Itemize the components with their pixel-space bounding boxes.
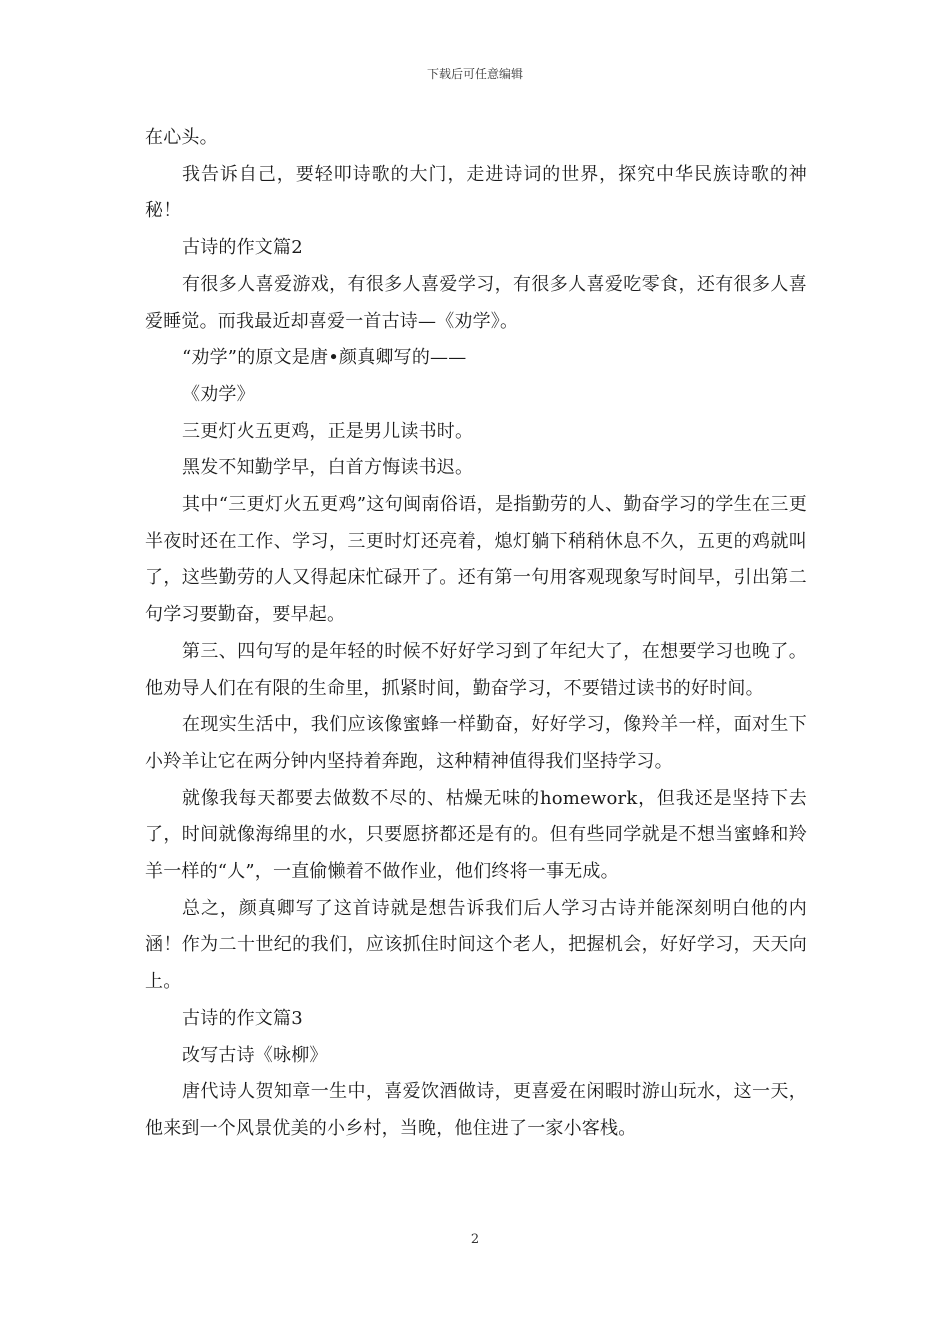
paragraph: 其中“三更灯火五更鸡”这句闽南俗语，是指勤劳的人、勤奋学习的学生在三更半夜时还在工作、学习，三更时灯还亮着，熄灯躺下稍稍休息不久，五更的鸡就叫了，这些勤劳的人又得起床忙碌开了。还有第一句用客观现象写时间早，引出第二句学习要勤奋，要早起。 [145,494,807,626]
section-heading: 古诗的作文篇2 [182,237,303,259]
poem-line: 三更灯火五更鸡，正是男儿读书时。 [182,420,474,442]
page-header: 下载后可任意编辑 [426,67,523,81]
subheading: 改写古诗《咏柳》 [182,1044,328,1066]
paragraph: 就像我每天都要去做数不尽的、枯燥无味的homework，但我还是坚持下去了，时间就像海绵里的水，只要愿挤都还是有的。但有些同学就是不想当蜜蜂和羚羊一样的“人”，一直偷懒着不做作业，他们终将一事无成。 [145,787,807,883]
paragraph: 第三、四句写的是年轻的时候不好好学习到了年纪大了，在想要学习也晚了。他劝导人们在有限的生命里，抓紧时间，勤奋学习，不要错过读书的好时间。 [145,640,807,699]
paragraph: 在现实生活中，我们应该像蜜蜂一样勤奋，好好学习，像羚羊一样，面对生下小羚羊让它在两分钟内坚持着奔跑，这种精神值得我们坚持学习。 [145,714,807,772]
section-heading: 古诗的作文篇3 [182,1007,303,1029]
paragraph: 有很多人喜爱游戏，有很多人喜爱学习，有很多人喜爱吃零食，还有很多人喜爱睡觉。而我最近却喜爱一首古诗—《劝学》。 [145,273,807,332]
paragraph: 在心头。 [145,127,218,148]
paragraph: 唐代诗人贺知章一生中，喜爱饮酒做诗，更喜爱在闲暇时游山玩水，这一天，他来到一个风景优美的小乡村，当晚，他住进了一家小客栈。 [145,1081,807,1139]
paragraph: 我告诉自己，要轻叩诗歌的大门，走进诗词的世界，探究中华民族诗歌的神秘！ [145,163,807,222]
document-body [145,120,807,1148]
paragraph: 总之，颜真卿写了这首诗就是想告诉我们后人学习古诗并能深刻明白他的内涵！作为二十世纪的我们，应该抓住时间这个老人，把握机会，好好学习，天天向上。 [145,897,807,993]
poem-line: 黑发不知勤学早，白首方悔读书迟。 [182,457,474,479]
paragraph: “劝学”的原文是唐•颜真卿写的—— [182,347,467,369]
poem-title: 《劝学》 [182,383,255,405]
page-number: 2 [470,1232,480,1247]
